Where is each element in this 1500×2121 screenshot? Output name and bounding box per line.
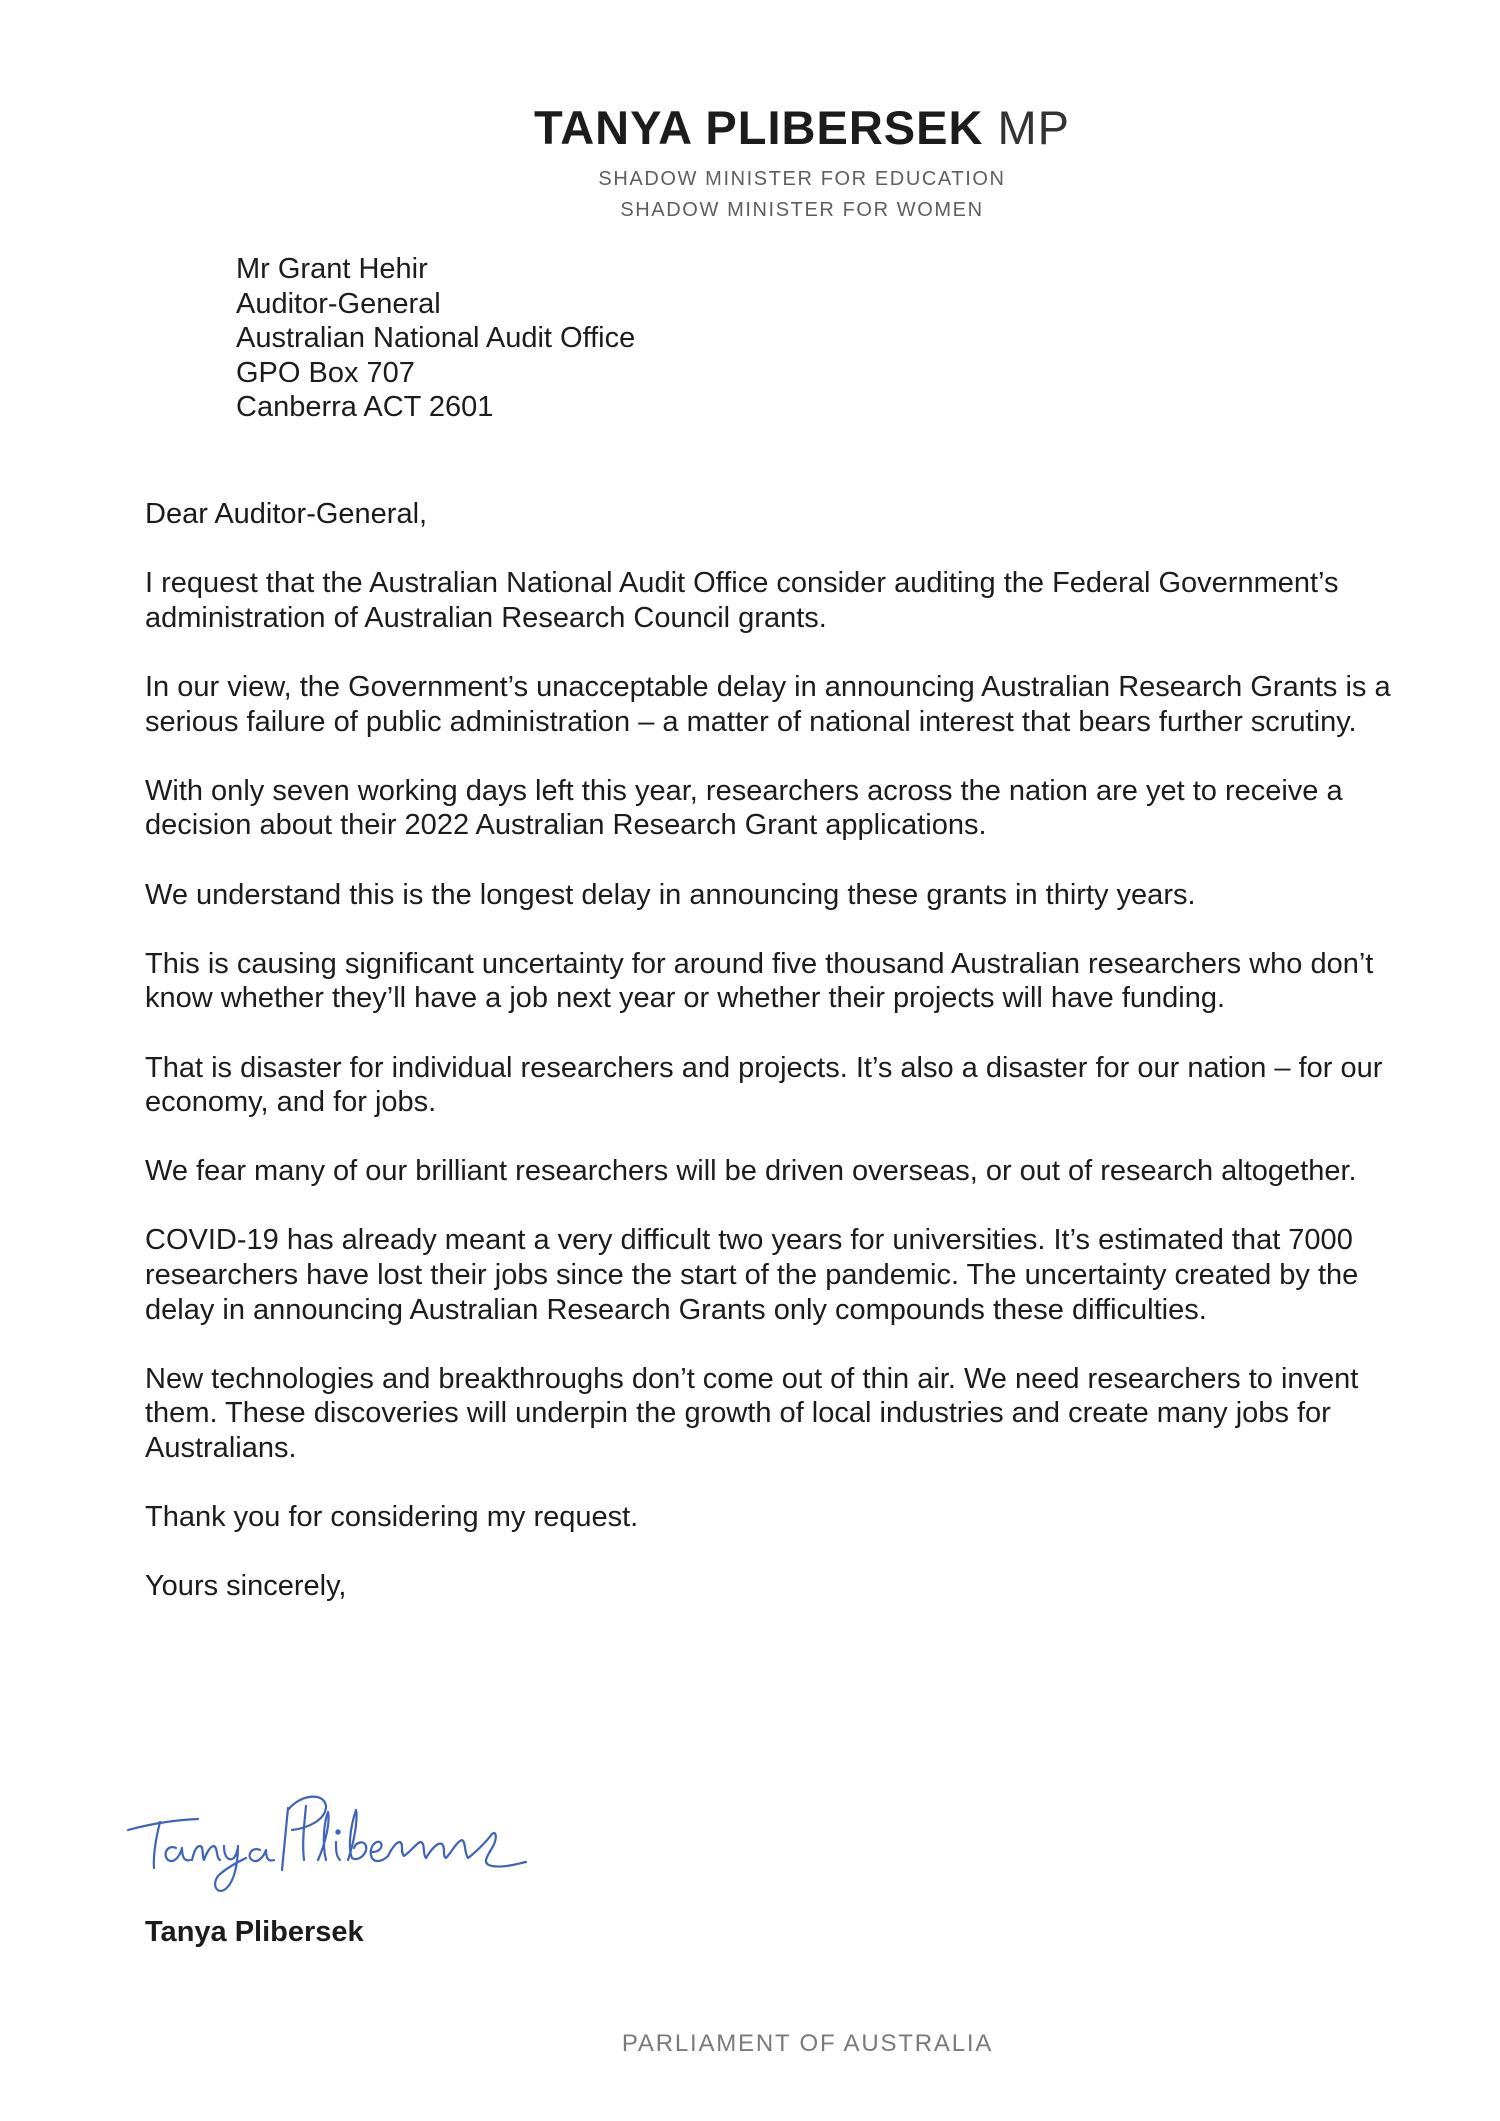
body-paragraph: Thank you for considering my request. xyxy=(145,1501,639,1534)
body-paragraph: This is causing significant uncertainty for around five thousand Australian researchers who don’t know whether they’ll have a job next year or whether their projects will have funding. xyxy=(145,947,1374,1015)
recipient-address xyxy=(236,252,635,425)
letter-body xyxy=(145,497,1395,1604)
footer xyxy=(0,2030,1500,2058)
body-paragraph: With only seven working days left this year, researchers across the nation are yet to receive a decision about their 2022 Australian Research Grant applications. xyxy=(145,774,1343,842)
handwritten-signature xyxy=(120,1772,530,1898)
letterhead xyxy=(0,100,1500,226)
address-line: Canberra ACT 2601 xyxy=(236,391,494,424)
letterhead-suffix: MP xyxy=(997,101,1070,154)
address-line: Auditor-General xyxy=(236,287,441,320)
letterhead-roles xyxy=(104,164,1500,226)
body-paragraph: In our view, the Government’s unacceptable delay in announcing Australian Research Grants is a serious failure of public administration – a matter of national interest that bears further scrutiny. xyxy=(145,670,1391,738)
address-line: GPO Box 707 xyxy=(236,356,415,389)
body-paragraph: We understand this is the longest delay in announcing these grants in thirty years. xyxy=(145,878,1196,911)
body-paragraph: That is disaster for individual researchers and projects. It’s also a disaster for our nation – for our economy, and for jobs. xyxy=(145,1051,1383,1119)
address-line: Mr Grant Hehir xyxy=(236,253,428,285)
body-paragraph: New technologies and breakthroughs don’t come out of thin air. We need researchers to invent them. These discoveries will underpin the growth of local industries and create many jobs for Australians. xyxy=(145,1362,1359,1465)
footer-text: PARLIAMENT OF AUSTRALIA xyxy=(621,2030,994,2057)
body-paragraph: We fear many of our brilliant researchers will be driven overseas, or out of research altogether. xyxy=(145,1155,1357,1188)
body-paragraph: I request that the Australian National Audit Office consider auditing the Federal Government’s administration of Australian Research Council grants. xyxy=(145,567,1339,634)
letterhead-name-text: TANYA PLIBERSEK xyxy=(534,101,984,154)
letterhead-name xyxy=(104,100,1500,156)
address-line: Australian National Audit Office xyxy=(236,322,636,355)
closing: Yours sincerely, xyxy=(145,1570,347,1603)
letterhead-role: SHADOW MINISTER FOR EDUCATION xyxy=(598,168,1006,190)
signer-name: Tanya Plibersek xyxy=(145,1916,364,1948)
body-paragraph: COVID-19 has already meant a very difficult two years for universities. It’s estimated that 7000 researchers have lost their jobs since the start of the pandemic. The uncertainty created by the delay in announcing Australian Research Grants only compounds these difficulties. xyxy=(145,1224,1359,1326)
letterhead-role: SHADOW MINISTER FOR WOMEN xyxy=(620,199,984,221)
salutation: Dear Auditor-General, xyxy=(145,498,428,530)
